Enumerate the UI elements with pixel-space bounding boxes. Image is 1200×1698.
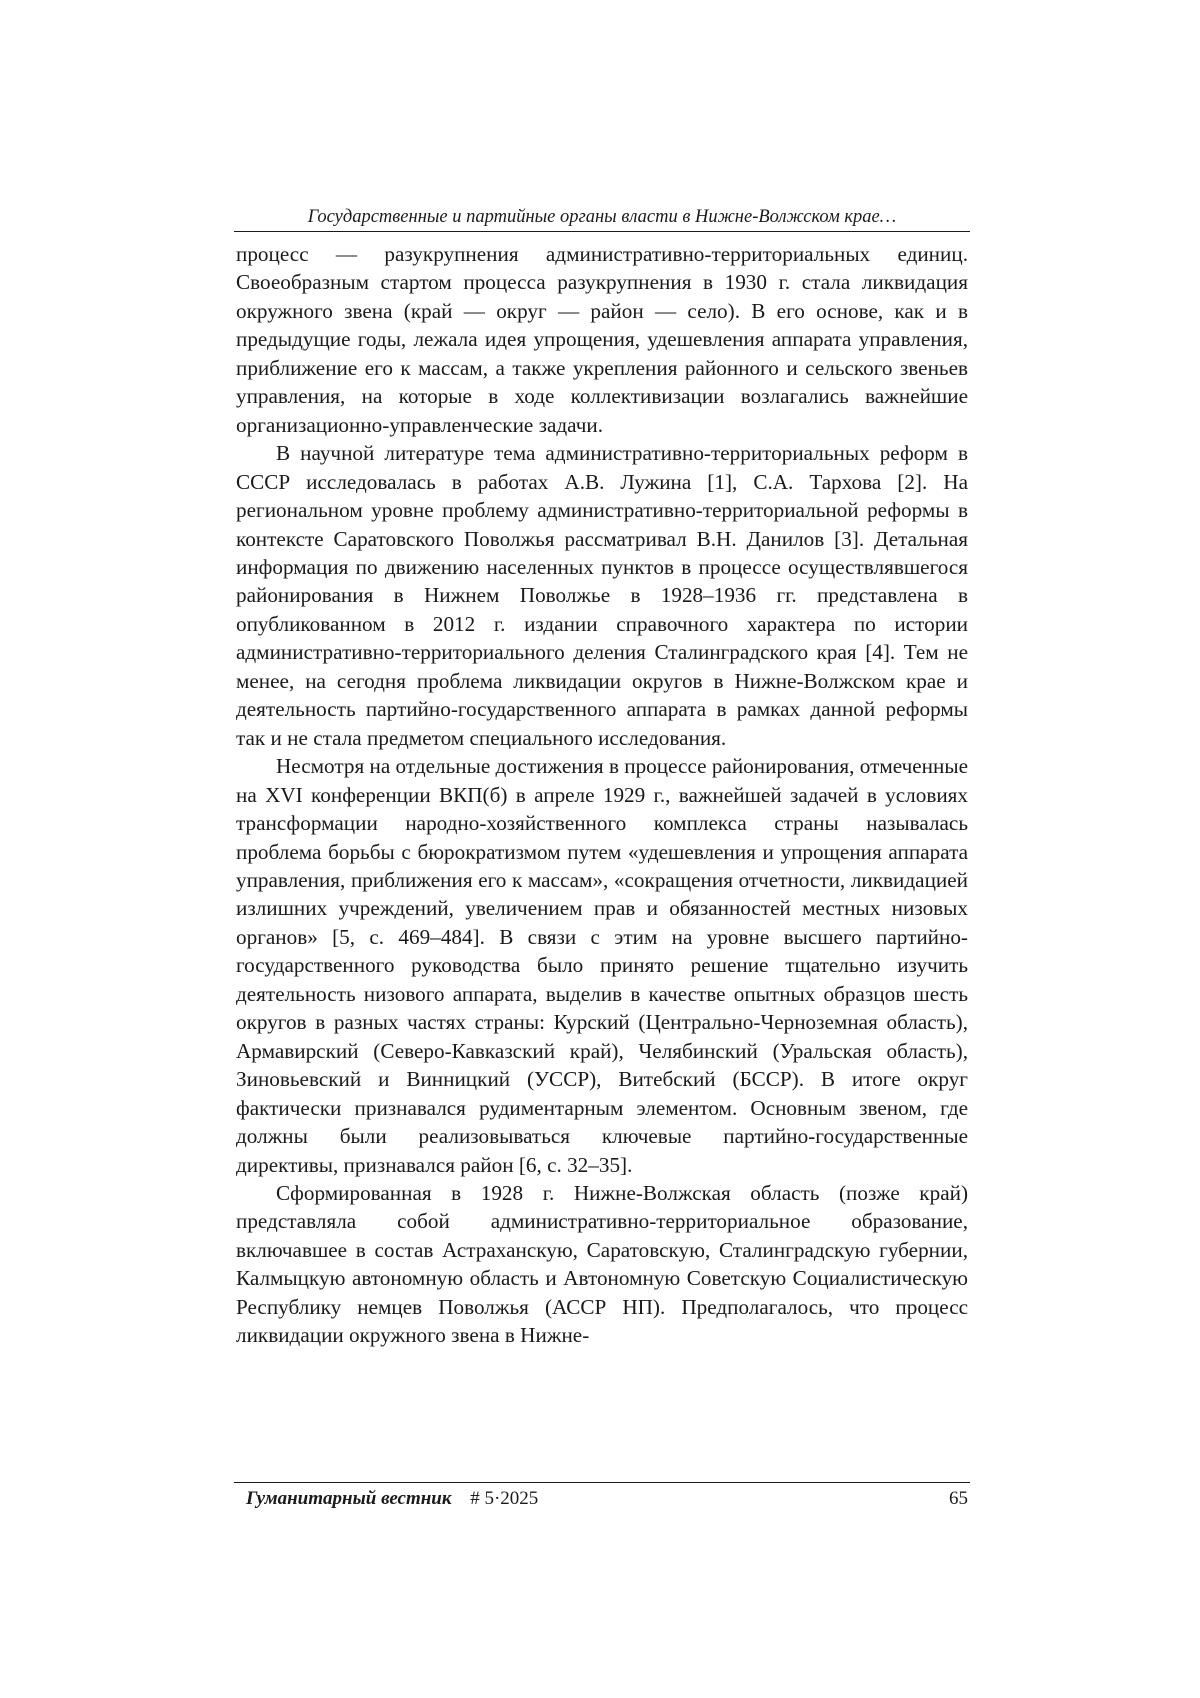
header-rule	[234, 231, 970, 232]
issue-number: # 5·2025	[470, 1488, 539, 1509]
article-body	[236, 240, 968, 1350]
running-header: Государственные и партийные органы власти в Нижне-Волжском крае…	[307, 207, 897, 227]
paragraph-3: Несмотря на отдельные достижения в процессе районирования, отмеченные на XVI конференции ВКП(б) в апреле 1929 г., важнейшей задачей в условиях трансформации народно-хозяйственного комплекса страны называлась проблема борьбы с бюрократизмом путем «удешевления и упрощения аппарата управления, приближения его к массам», «сокращения отчетности, ликвидацией излишних учреждений, увеличением прав и обязанностей местных низовых органов» [5, с. 469–484]. В связи с этим на уровне высшего партийно-государственного руководства было принято решение тщательно изучить деятельность низового аппарата, выделив в качестве опытных образцов шесть округов в разных частях страны: Курский (Центрально-Черноземная область), Армавирский (Северо-Кавказский край), Челябинский (Уральская область), Зиновьевский и Винницкий (УССР), Витебский (БССР). В итоге округ фактически признавался рудиментарным элементом. Основным звеном, где должны были реализовываться ключевые партийно-государственные директивы, признавался район [6, с. 32–35].	[236, 754, 968, 1177]
journal-title: Гуманитарный вестник	[246, 1488, 452, 1509]
footer-rule	[234, 1482, 970, 1483]
page-footer	[246, 1487, 968, 1511]
page-number: 65	[949, 1488, 968, 1509]
paragraph-1: процесс — разукрупнения административно-территориальных единиц. Своеобразным стартом процесса разукрупнения в 1930 г. стала ликвидация окружного звена (край — округ — район — село). В его основе, как и в предыдущие годы, лежала идея упрощения, удешевления аппарата управления, приближение его к массам, а также укрепления районного и сельского звеньев управления, на которые в ходе коллективизации возлагались важнейшие организационно-управленческие задачи.	[236, 242, 968, 437]
paragraph-2: В научной литературе тема административно-территориальных реформ в СССР исследовалась в работах А.В. Лужина [1], С.А. Тархова [2]. На региональном уровне проблему административно-территориальной реформы в контексте Саратовского Поволжья рассматривал В.Н. Данилов [3]. Детальная информация по движению населенных пунктов в процессе осуществлявшегося районирования в Нижнем Поволжье в 1928–1936 гг. представлена в опубликованном в 2012 г. издании справочного характера по истории административно-территориального деления Сталинградского края [4]. Тем не менее, на сегодня проблема ликвидации округов в Нижне-Волжском крае и деятельность партийно-государственного аппарата в рамках данной реформы так и не стала предметом специального исследования.	[236, 441, 968, 750]
paragraph-4: Сформированная в 1928 г. Нижне-Волжская область (позже край) представляла собой административно-территориальное образование, включавшее в состав Астраханскую, Саратовскую, Сталинградскую губернии, Калмыцкую автономную область и Автономную Советскую Социалистическую Республику немцев Поволжья (АССР НП). Предполагалось, что процесс ликвидации окружного звена в Нижне-	[236, 1180, 968, 1348]
